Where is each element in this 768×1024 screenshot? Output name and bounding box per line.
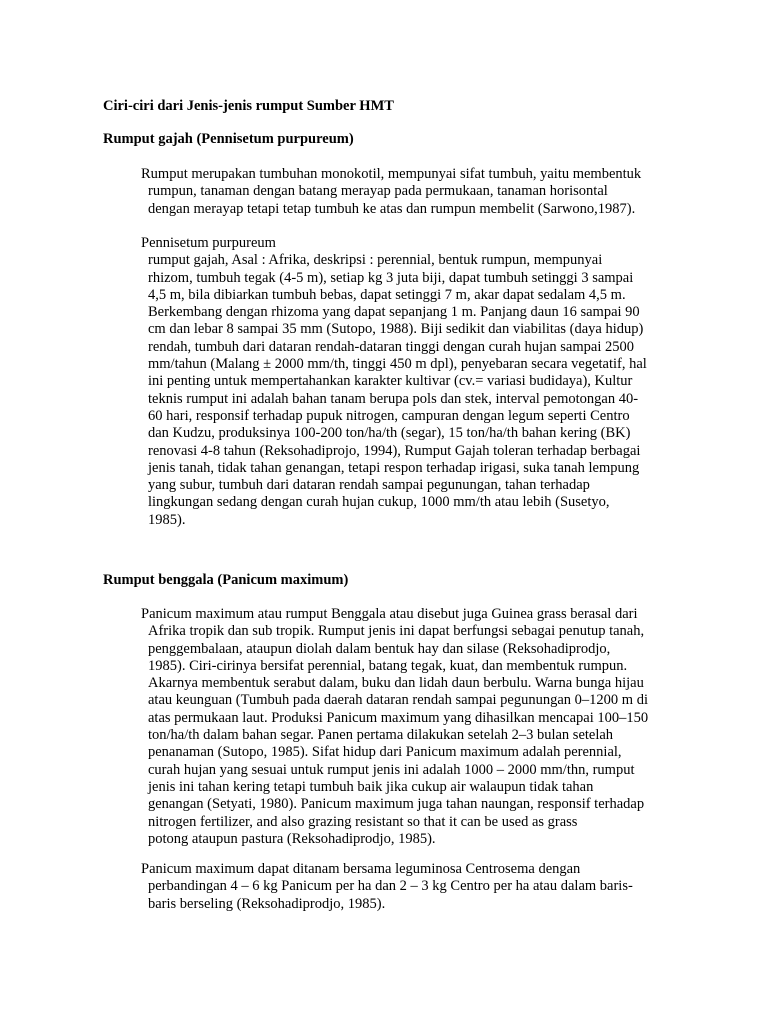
text-line: genangan (Setyati, 1980). Panicum maximum juga tahan naungan, responsif terhadap	[148, 796, 645, 813]
text-line: penggembalaan, ataupun diolah dalam bentuk hay dan silase (Reksohadiprodjo,	[148, 640, 611, 657]
text-line: Afrika tropik dan sub tropik. Rumput jenis ini dapat berfungsi sebagai penutup tanah,	[148, 623, 645, 640]
text-line: mm/tahun (Malang ± 2000 mm/th, tinggi 450 m dpl), penyebaran secara vegetatif, hal	[148, 356, 647, 373]
text-line: ton/ha/th dalam bahan segar. Panen pertama dilakukan setelah 2–3 bulan setelah	[148, 727, 614, 744]
text-line-content: Panicum maximum dapat ditanam bersama leguminosa Centrosema dengan	[141, 861, 581, 877]
paragraph-rumput-gajah-2	[127, 235, 687, 529]
text-line: 60 hari, responsif terhadap pupuk nitrogen, campuran dengan legum seperti Centro	[148, 407, 630, 424]
text-line: rumpun, tanaman dengan batang merayap pada permukaan, tanaman horisontal	[148, 183, 608, 200]
text-line: rumput gajah, Asal : Afrika, deskripsi : perennial, bentuk rumpun, mempunyai	[148, 252, 603, 269]
text-line: lingkungan sedang dengan curah hujan cukup, 1000 mm/th atau lebih (Susetyo,	[148, 494, 610, 511]
text-line: baris berseling (Reksohadiprodjo, 1985).	[148, 895, 386, 912]
section-heading-rumput-benggala: Rumput benggala (Panicum maximum)	[103, 572, 349, 588]
text-line-content: Pennisetum purpureum	[141, 235, 276, 251]
text-line: jenis ini tahan kering tetapi tumbuh baik jika cukup air walaupun tidak tahan	[148, 778, 594, 795]
text-line: 1985). Ciri-cirinya bersifat perennial, batang tegak, kuat, dan membentuk rumpun.	[148, 657, 628, 674]
text-line: rhizom, tumbuh tegak (4-5 m), setiap kg 3 juta biji, dapat tumbuh setinggi 3 sampai	[148, 269, 634, 286]
paragraph-rumput-benggala-2	[127, 861, 687, 913]
text-line: nitrogen fertilizer, and also grazing resistant so that it can be used as grass	[148, 813, 578, 830]
text-line: potong ataupun pastura (Reksohadiprodjo, 1985).	[148, 830, 436, 847]
text-line	[127, 166, 687, 183]
paragraph-rumput-gajah-1	[127, 166, 687, 218]
text-line: cm dan lebar 8 sampai 35 mm (Sutopo, 1988). Biji sedikit dan viabilitas (daya hidup)	[148, 321, 644, 338]
section-heading-rumput-gajah: Rumput gajah (Pennisetum purpureum)	[103, 131, 354, 147]
text-line: penanaman (Sutopo, 1985). Sifat hidup dari Panicum maximum adalah perennial,	[148, 744, 622, 761]
text-line: curah hujan yang sesuai untuk rumput jenis ini adalah 1000 – 2000 mm/thn, rumput	[148, 761, 635, 778]
text-line: rendah, tumbuh dari dataran rendah-dataran tinggi dengan curah hujan sampai 2500	[148, 338, 634, 355]
text-line	[127, 861, 687, 878]
text-line: ini penting untuk mempertahankan karakter kultivar (cv.= variasi budidaya), Kultur	[148, 373, 633, 390]
text-line-content: Panicum maximum atau rumput Benggala atau disebut juga Guinea grass berasal dari	[141, 606, 638, 622]
text-line: renovasi 4-8 tahun (Reksohadiprojo, 1994), Rumput Gajah toleran terhadap berbagai	[148, 442, 641, 459]
text-line: Akarnya membentuk serabut dalam, buku dan lidah daun berbulu. Warna bunga hijau	[148, 675, 644, 692]
paragraph-rumput-benggala-1	[127, 606, 687, 848]
text-line: 4,5 m, bila dibiarkan tumbuh bebas, dapat setinggi 7 m, akar dapat sedalam 4,5 m.	[148, 286, 626, 303]
text-line: perbandingan 4 – 6 kg Panicum per ha dan 2 – 3 kg Centro per ha atau dalam baris-	[148, 878, 633, 895]
text-line: jenis tanah, tidak tahan genangan, tetapi respon terhadap irigasi, suka tanah lempung	[148, 459, 640, 476]
text-line: yang subur, tumbuh dari dataran rendah sampai pegunungan, tahan terhadap	[148, 477, 590, 494]
text-line	[127, 235, 687, 252]
text-line: 1985).	[148, 511, 186, 528]
text-line: atas permukaan laut. Produksi Panicum maximum yang dihasilkan mencapai 100–150	[148, 709, 649, 726]
text-line: dengan merayap tetapi tetap tumbuh ke atas dan rumpun membelit (Sarwono,1987).	[148, 200, 636, 217]
text-line: atau keunguan (Tumbuh pada daerah dataran rendah sampai pegunungan 0–1200 m di	[148, 692, 648, 709]
text-line: Berkembang dengan rhizoma yang dapat sepanjang 1 m. Panjang daun 16 sampai 90	[148, 304, 640, 321]
document-title: Ciri-ciri dari Jenis-jenis rumput Sumber HMT	[103, 98, 394, 114]
text-line	[127, 606, 687, 623]
text-line: teknis rumput ini adalah bahan tanam berupa pols dan stek, interval pemotongan 40-	[148, 390, 639, 407]
text-line-content: Rumput merupakan tumbuhan monokotil, mempunyai sifat tumbuh, yaitu membentuk	[141, 166, 642, 182]
text-line: dan Kudzu, produksinya 100-200 ton/ha/th (segar), 15 ton/ha/th bahan kering (BK)	[148, 425, 631, 442]
